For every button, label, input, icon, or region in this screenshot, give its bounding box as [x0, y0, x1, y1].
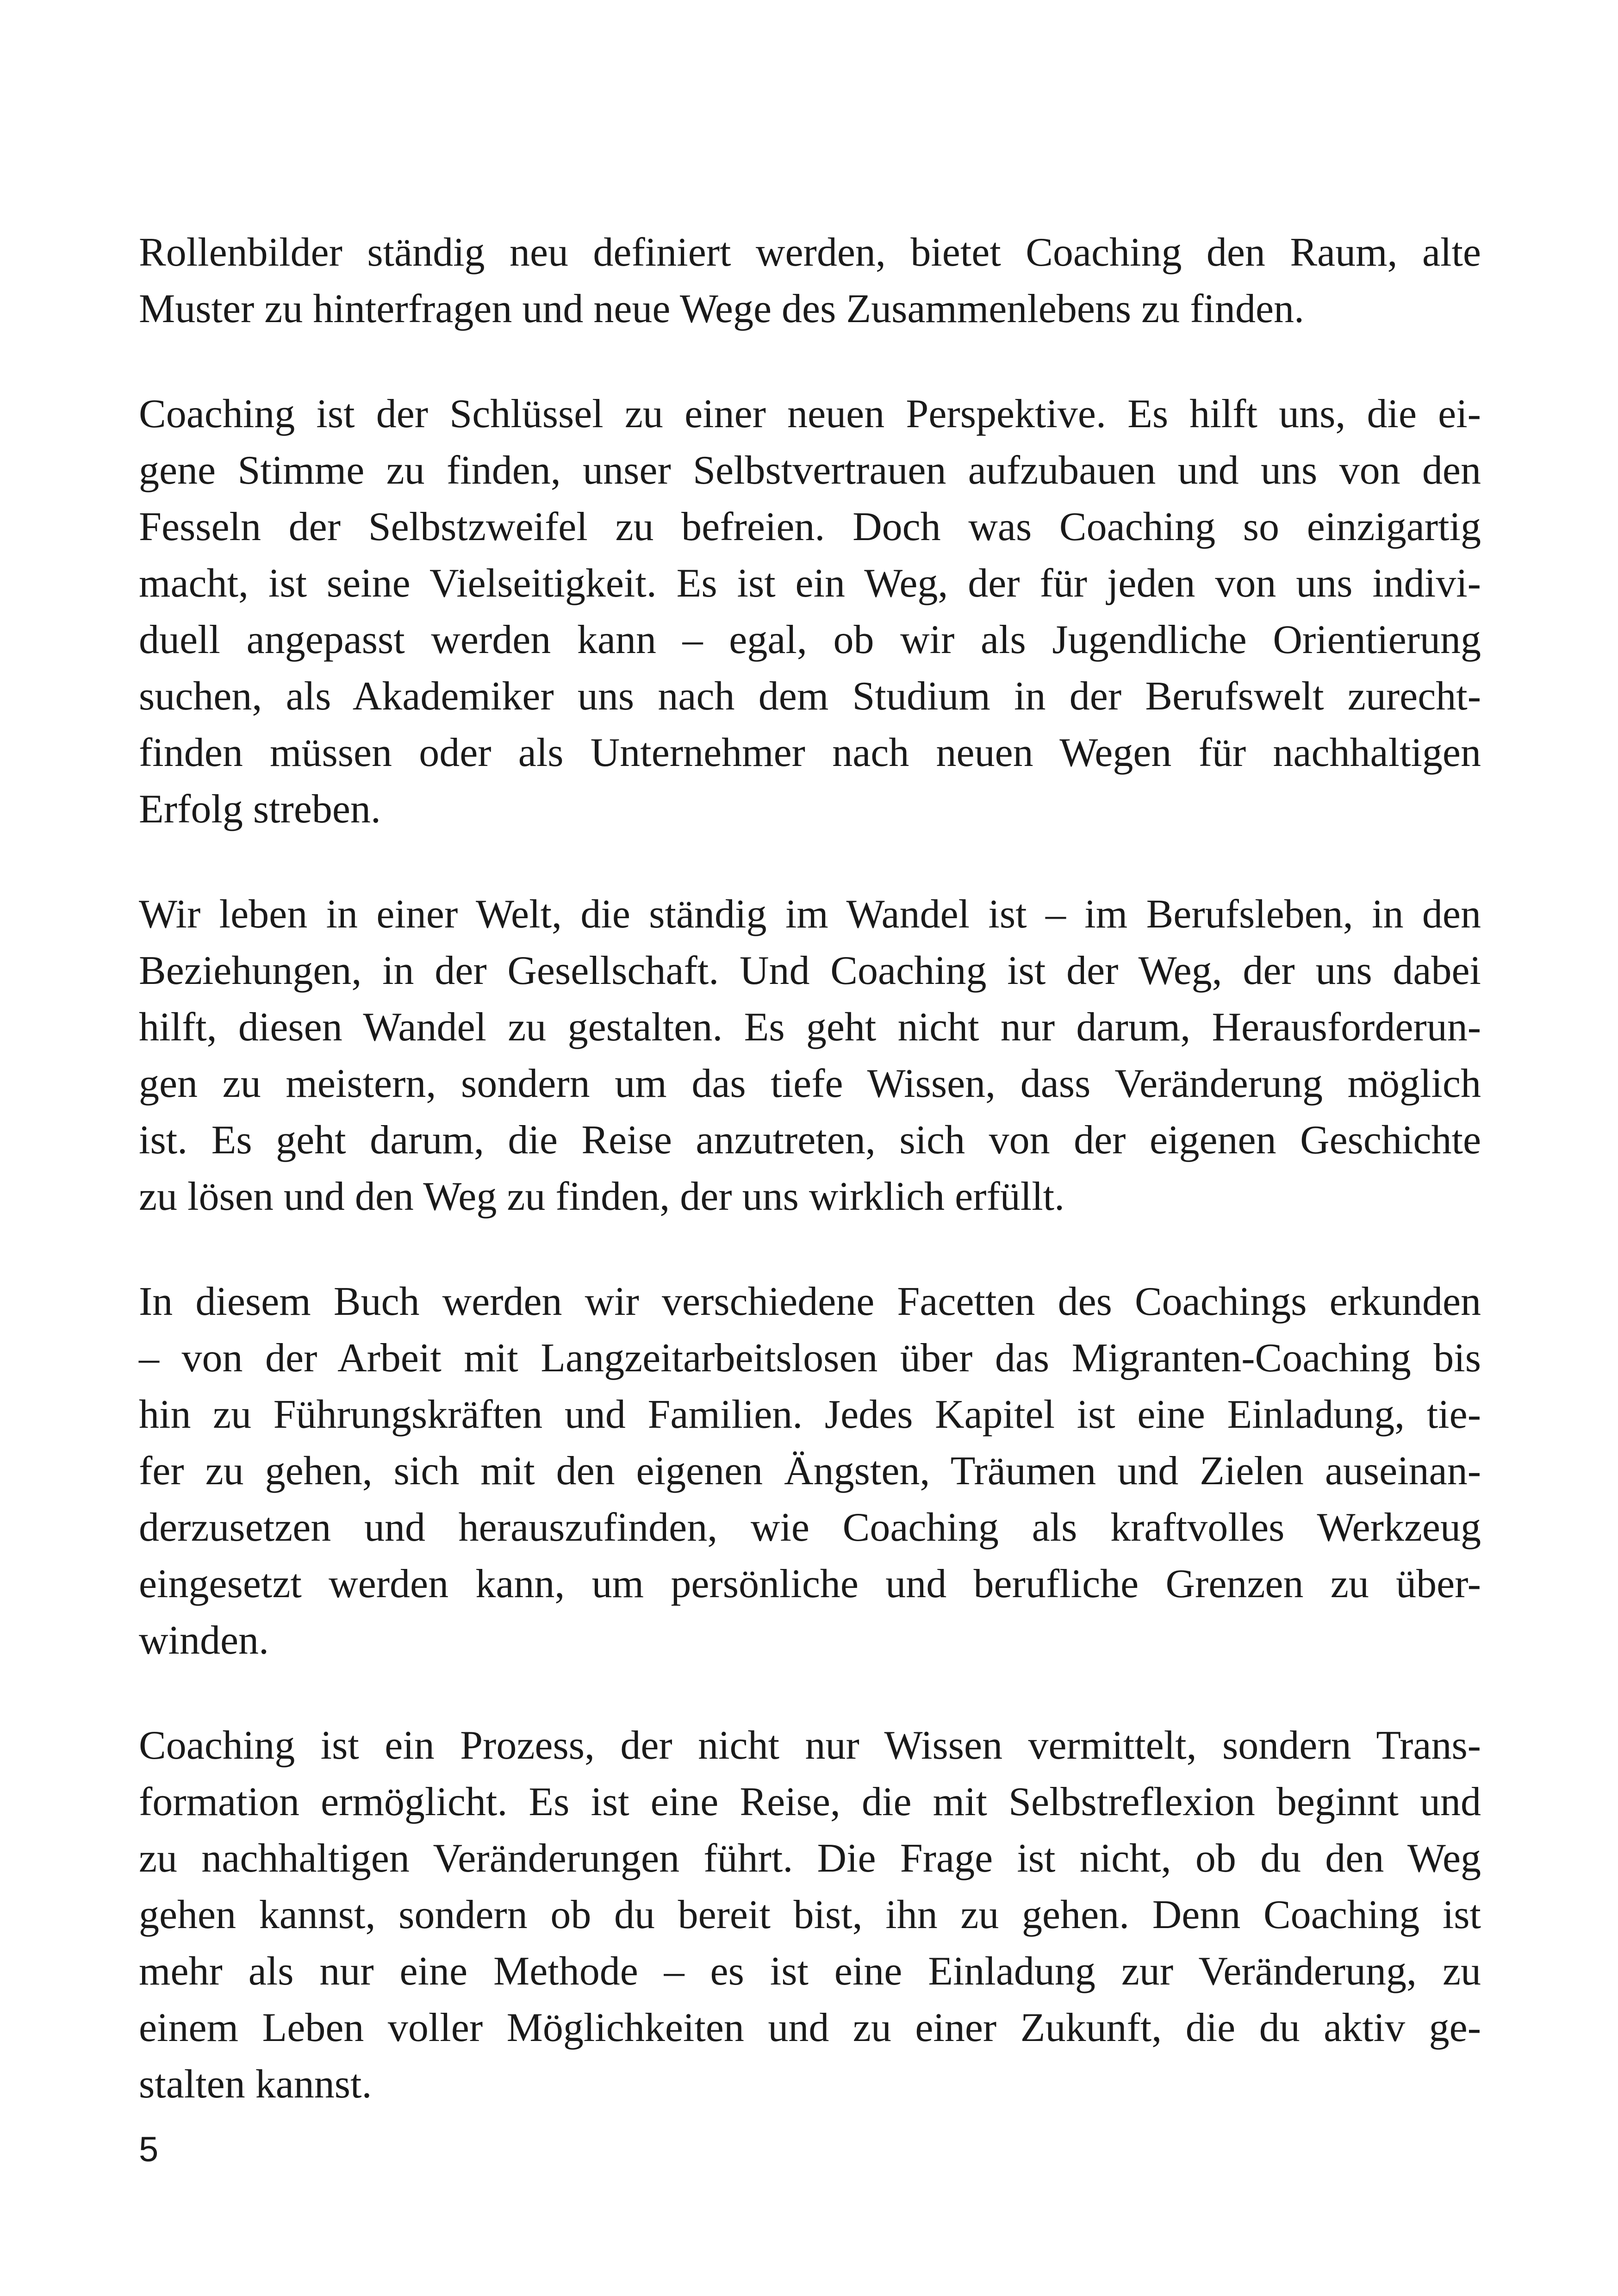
text-line: winden.	[139, 1618, 269, 1663]
text-line: zu nachhaltigen Veränderungen führt. Die Frage ist nicht, ob du den Weg	[139, 1836, 1481, 1881]
text-line: Coaching ist ein Prozess, der nicht nur Wissen vermittelt, sondern Trans-	[139, 1723, 1481, 1768]
paragraph	[139, 224, 1481, 337]
text-line: mehr als nur eine Methode – es ist eine Einladung zur Veränderung, zu	[139, 1949, 1481, 1994]
text-line: In diesem Buch werden wir verschiedene Facetten des Coachings erkunden	[139, 1279, 1481, 1324]
text-line: gen zu meistern, sondern um das tiefe Wissen, dass Veränderung möglich	[139, 1061, 1481, 1106]
text-line: duell angepasst werden kann – egal, ob wir als Jugendliche Orientierung	[139, 617, 1481, 662]
text-line: eingesetzt werden kann, um persönliche und berufliche Grenzen zu über-	[139, 1562, 1481, 1606]
paragraph	[139, 1274, 1481, 1669]
paragraph	[139, 886, 1481, 1225]
text-line: suchen, als Akademiker uns nach dem Studium in der Berufswelt zurecht-	[139, 674, 1481, 719]
text-line: gehen kannst, sondern ob du bereit bist, ihn zu gehen. Denn Coaching ist	[139, 1892, 1481, 1937]
text-line: fer zu gehen, sich mit den eigenen Ängsten, Träumen und Zielen auseinan-	[139, 1449, 1481, 1493]
text-line: zu lösen und den Weg zu finden, der uns wirklich erfüllt.	[139, 1174, 1065, 1219]
text-line: – von der Arbeit mit Langzeitarbeitslosen über das Migranten-Coaching bis	[139, 1336, 1481, 1381]
text-line: macht, ist seine Vielseitigkeit. Es ist ein Weg, der für jeden von uns indivi-	[139, 561, 1481, 606]
text-line: finden müssen oder als Unternehmer nach neuen Wegen für nachhaltigen	[139, 730, 1481, 775]
text-line: Rollenbilder ständig neu definiert werden, bietet Coaching den Raum, alte	[139, 230, 1481, 275]
text-line: Erfolg streben.	[139, 787, 381, 832]
page-number: 5	[139, 2130, 159, 2169]
text-line: Muster zu hinterfragen und neue Wege des Zusammenlebens zu finden.	[139, 286, 1305, 331]
text-line: hilft, diesen Wandel zu gestalten. Es geht nicht nur darum, Herausforderun-	[139, 1005, 1481, 1050]
paragraph	[139, 386, 1481, 838]
text-line: derzusetzen und herauszufinden, wie Coaching als kraftvolles Werkzeug	[139, 1505, 1481, 1550]
text-line: Fesseln der Selbstzweifel zu befreien. Doch was Coaching so einzigartig	[139, 504, 1481, 549]
text-line: stalten kannst.	[139, 2062, 372, 2107]
body-text	[139, 224, 1481, 2161]
paragraph	[139, 1717, 1481, 2113]
text-line: einem Leben voller Möglichkeiten und zu einer Zukunft, die du aktiv ge-	[139, 2005, 1481, 2050]
text-line: hin zu Führungskräften und Familien. Jedes Kapitel ist eine Einladung, tie-	[139, 1392, 1481, 1437]
text-line: Beziehungen, in der Gesellschaft. Und Coaching ist der Weg, der uns dabei	[139, 948, 1481, 993]
text-line: Wir leben in einer Welt, die ständig im Wandel ist – im Berufsleben, in den	[139, 892, 1481, 937]
text-line: Coaching ist der Schlüssel zu einer neuen Perspektive. Es hilft uns, die ei-	[139, 392, 1481, 436]
text-line: gene Stimme zu finden, unser Selbstvertrauen aufzubauen und uns von den	[139, 448, 1481, 493]
text-line: ist. Es geht darum, die Reise anzutreten, sich von der eigenen Geschichte	[139, 1118, 1481, 1163]
text-line: formation ermöglicht. Es ist eine Reise, die mit Selbstreflexion beginnt und	[139, 1780, 1481, 1824]
